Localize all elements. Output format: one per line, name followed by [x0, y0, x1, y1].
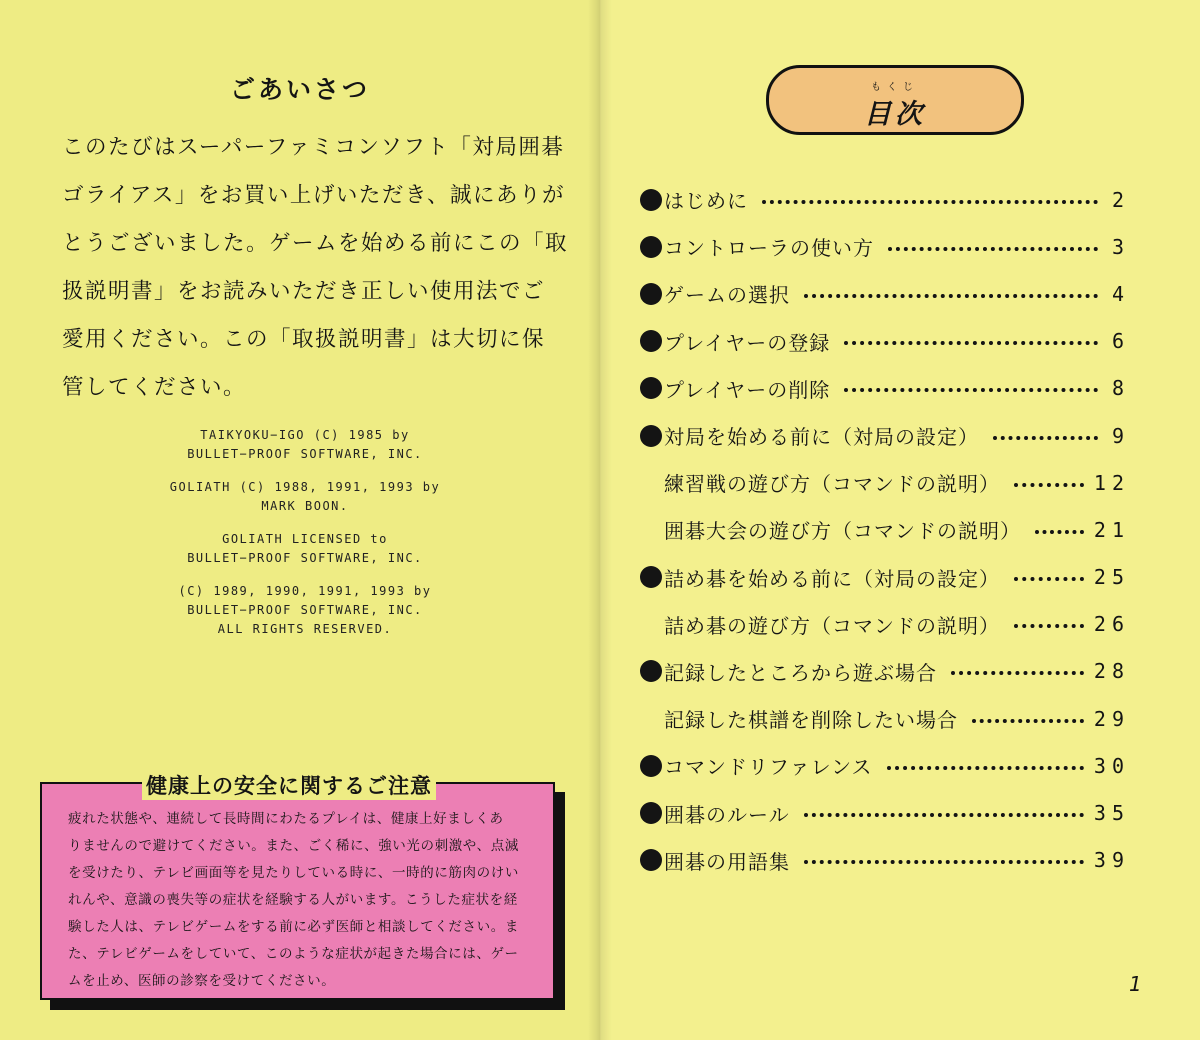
toc-item-label: 囲碁大会の遊び方（コマンドの説明） [664, 519, 1021, 544]
caution-line: れんや、意識の喪失等の症状を経験する人がいます。こうした症状を経 [68, 892, 518, 908]
greeting-line: 管してください。 [62, 375, 247, 400]
dot-leader [1014, 624, 1084, 628]
toc-item-label: 詰め碁を始める前に（対局の設定） [664, 566, 1000, 591]
toc-item-page: 9 [1111, 423, 1130, 448]
toc-item-page: 26 [1093, 612, 1130, 637]
toc-item-label: プレイヤーの登録 [664, 330, 831, 355]
credit-line: MARK BOON. [261, 499, 349, 513]
dot-leader [888, 247, 1098, 251]
credit-line: TAIKYOKU−IGO (C) 1985 by [200, 428, 410, 442]
dot-leader [887, 766, 1084, 770]
toc-item [640, 695, 1130, 742]
toc-item-page: 39 [1093, 848, 1130, 873]
greeting-line: ゴライアス」をお買い上げいただき、誠にありが [62, 183, 565, 208]
copyright-credits [0, 426, 610, 653]
toc-item-label: コマンドリファレンス [664, 755, 873, 780]
toc-item [640, 742, 1130, 789]
toc-item [640, 789, 1130, 836]
credit-line: (C) 1989, 1990, 1991, 1993 by [178, 584, 432, 598]
credit-block [0, 530, 610, 568]
credit-line: BULLET−PROOF SOFTWARE, INC. [187, 551, 423, 565]
dot-leader [844, 388, 1098, 392]
greeting-line: このたびはスーパーファミコンソフト「対局囲碁 [62, 135, 565, 160]
dot-leader [972, 719, 1084, 723]
toc-item-page: 8 [1111, 376, 1130, 401]
credit-line: ALL RIGHTS RESERVED. [217, 622, 393, 636]
dot-leader [1014, 483, 1084, 487]
toc-item-label: プレイヤーの削除 [664, 377, 831, 402]
bullet-icon [640, 519, 662, 541]
bullet-icon [640, 283, 662, 305]
bullet-icon [640, 660, 662, 682]
dot-leader [804, 813, 1084, 817]
bullet-icon [640, 330, 662, 352]
bullet-icon [640, 236, 662, 258]
toc-item-label: 囲碁の用語集 [664, 849, 790, 874]
toc-item [640, 601, 1130, 648]
toc-item [640, 554, 1130, 601]
toc-title: 目次 [864, 99, 926, 130]
toc-item-label: はじめに [664, 189, 748, 214]
toc-item [640, 365, 1130, 412]
toc-item-label: 対局を始める前に（対局の設定） [664, 425, 979, 450]
credit-block [0, 582, 610, 639]
toc-item [640, 270, 1130, 317]
toc-item-label: ゲームの選択 [664, 283, 790, 308]
toc-item-page: 4 [1111, 281, 1130, 306]
bullet-icon [640, 802, 662, 824]
dot-leader [1035, 530, 1084, 534]
caution-line: 験した人は、テレビゲームをする前に必ず医師と相談してください。ま [68, 919, 519, 935]
dot-leader [844, 341, 1098, 345]
dot-leader [762, 200, 1098, 204]
toc-item [640, 837, 1130, 884]
caution-line: た、テレビゲームをしていて、このような症状が起きた場合には、ゲー [68, 946, 519, 962]
toc-item-page: 6 [1111, 329, 1130, 354]
credit-block [0, 478, 610, 516]
bullet-icon [640, 566, 662, 588]
toc-header [766, 65, 1024, 135]
bullet-icon [640, 377, 662, 399]
toc-item-page: 28 [1093, 659, 1130, 684]
dot-leader [1014, 577, 1084, 581]
bullet-icon [640, 849, 662, 871]
table-of-contents [640, 176, 1130, 884]
health-caution-text [68, 806, 554, 995]
toc-item-page: 2 [1111, 187, 1130, 212]
greeting-line: とうございました。ゲームを始める前にこの「取 [62, 231, 569, 256]
dot-leader [951, 671, 1084, 675]
dot-leader [804, 860, 1084, 864]
dot-leader [804, 294, 1098, 298]
bullet-icon [640, 613, 662, 635]
toc-item-label: 練習戦の遊び方（コマンドの説明） [664, 472, 1000, 497]
credit-line: GOLIATH LICENSED to [222, 532, 388, 546]
greeting-body [62, 124, 569, 412]
caution-line: 疲れた状態や、連続して長時間にわたるプレイは、健康上好ましくあ [68, 811, 504, 827]
toc-item [640, 318, 1130, 365]
toc-item-page: 21 [1093, 517, 1130, 542]
toc-item [640, 506, 1130, 553]
bullet-icon [640, 189, 662, 211]
toc-item-label: 囲碁のルール [664, 802, 790, 827]
toc-item [640, 459, 1130, 506]
toc-item-label: 詰め碁の遊び方（コマンドの説明） [664, 613, 1000, 638]
toc-item-page: 35 [1093, 801, 1130, 826]
toc-item [640, 648, 1130, 695]
dot-leader [993, 436, 1098, 440]
toc-item-label: コントローラの使い方 [664, 236, 874, 261]
greeting-line: 愛用ください。この「取扱説明書」は大切に保 [62, 327, 546, 352]
toc-item-page: 30 [1093, 753, 1130, 778]
credit-line: BULLET−PROOF SOFTWARE, INC. [187, 603, 423, 617]
toc-item [640, 176, 1130, 223]
health-caution-title: 健康上の安全に関するご注意 [142, 770, 436, 800]
bullet-icon [640, 755, 662, 777]
bullet-icon [640, 472, 662, 494]
toc-item-label: 記録したところから遊ぶ場合 [664, 660, 937, 685]
credit-block [0, 426, 610, 464]
toc-title-ruby: もくじ [871, 82, 919, 93]
greeting-line: 扱説明書」をお読みいただき正しい使用法でご [62, 279, 546, 304]
toc-item-page: 3 [1111, 234, 1130, 259]
bullet-icon [640, 425, 662, 447]
page-number: 1 [1129, 972, 1142, 996]
credit-line: GOLIATH (C) 1988, 1991, 1993 by [169, 480, 441, 494]
credit-line: BULLET−PROOF SOFTWARE, INC. [187, 447, 423, 461]
toc-item-label: 記録した棋譜を削除したい場合 [664, 708, 958, 733]
toc-item-page: 25 [1093, 565, 1130, 590]
caution-line: を受けたり、テレビ画面等を見たりしている時に、一時的に筋肉のけい [68, 865, 519, 881]
toc-item [640, 412, 1130, 459]
caution-line: ムを止め、医師の診察を受けてください。 [68, 973, 336, 989]
caution-line: りませんので避けてください。また、ごく稀に、強い光の刺激や、点滅 [68, 838, 519, 854]
toc-item [640, 223, 1130, 270]
greeting-title: ごあいさつ [229, 75, 370, 104]
bullet-icon [640, 708, 662, 730]
toc-item-page: 12 [1093, 470, 1130, 495]
toc-item-page: 29 [1093, 706, 1130, 731]
